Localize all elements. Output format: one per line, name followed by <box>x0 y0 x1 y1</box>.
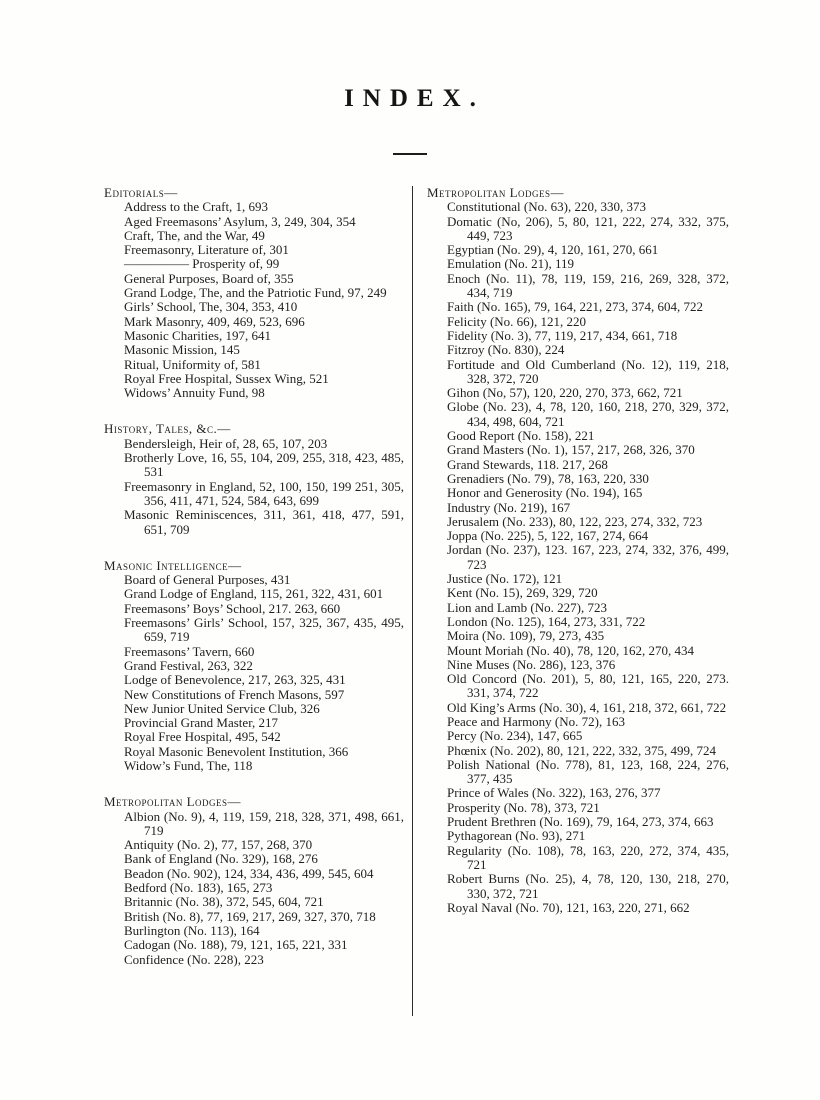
index-entry: Faith (No. 165), 79, 164, 221, 273, 374, 604, 722 <box>447 299 704 315</box>
index-entry: Lion and Lamb (No. 227), 723 <box>447 599 607 615</box>
index-section <box>104 422 404 536</box>
index-entry: Widow’s Fund, The, 118 <box>124 757 253 773</box>
index-entry: Ritual, Uniformity of, 581 <box>124 356 261 372</box>
index-entry: Kent (No. 15), 269, 329, 720 <box>447 585 598 601</box>
index-entry: Aged Freemasons’ Asylum, 3, 249, 304, 354 <box>124 213 356 229</box>
index-section <box>104 186 404 400</box>
index-entry: Phœnix (No. 202), 80, 121, 222, 332, 375, 499, 724 <box>447 742 717 758</box>
index-entry: Beadon (No. 902), 124, 334, 436, 499, 545, 604 <box>124 865 374 881</box>
index-entry: Grand Masters (No. 1), 157, 217, 268, 326, 370 <box>447 442 695 458</box>
left-column <box>104 186 404 967</box>
index-entry: Lodge of Benevolence, 217, 263, 325, 431 <box>124 672 346 688</box>
index-entry: Freemasons’ Girls’ School, 157, 325, 367, 435, 495, 659, 719 <box>124 615 404 645</box>
index-entry: New Constitutions of French Masons, 597 <box>124 686 345 702</box>
index-entry: Globe (No. 23), 4, 78, 120, 160, 218, 270, 329, 372, 434, 498, 604, 721 <box>447 399 729 429</box>
index-entry: Grand Lodge, The, and the Patriotic Fund, 97, 249 <box>124 285 387 301</box>
index-entry: Grenadiers (No. 79), 78, 163, 220, 330 <box>447 470 649 486</box>
index-entry: Freemasonry in England, 52, 100, 150, 199 251, 305, 356, 411, 471, 524, 584, 643, 699 <box>124 478 404 508</box>
index-entry: Royal Naval (No. 70), 121, 163, 220, 271, 662 <box>447 899 690 915</box>
index-entry: Peace and Harmony (No. 72), 163 <box>447 713 625 729</box>
index-entry: Pythagorean (No. 93), 271 <box>447 828 586 844</box>
column-divider <box>412 186 413 1016</box>
index-entry: Good Report (No. 158), 221 <box>447 428 595 444</box>
index-entry: Emulation (No. 21), 119 <box>447 256 574 272</box>
index-entry: Prosperity (No. 78), 373, 721 <box>447 799 600 815</box>
index-entry: Grand Lodge of England, 115, 261, 322, 431, 601 <box>124 586 384 602</box>
index-section <box>104 795 404 967</box>
index-entry: Masonic Mission, 145 <box>124 342 240 358</box>
index-entry: Widows’ Annuity Fund, 98 <box>124 385 265 401</box>
index-entry: Enoch (No. 11), 78, 119, 159, 216, 269, 328, 372, 434, 719 <box>447 270 729 301</box>
index-entry: Fortitude and Old Cumberland (No. 12), 119, 218, 328, 372, 720 <box>447 356 729 386</box>
section-heading: Editorials— <box>104 185 178 200</box>
index-entry: General Purposes, Board of, 355 <box>124 270 294 286</box>
index-entry: Freemasons’ Boys’ School, 217. 263, 660 <box>124 600 341 616</box>
index-entry: Address to the Craft, 1, 693 <box>124 199 269 215</box>
index-entry: Old King’s Arms (No. 30), 4, 161, 218, 372, 661, 722 <box>447 699 727 715</box>
index-entry: Freemasons’ Tavern, 660 <box>124 643 255 659</box>
index-entry: London (No. 125), 164, 273, 331, 722 <box>447 613 646 629</box>
index-entry: Prudent Brethren (No. 169), 79, 164, 273, 374, 663 <box>447 814 714 830</box>
index-entry: New Junior United Service Club, 326 <box>124 700 320 716</box>
index-entry: Egyptian (No. 29), 4, 120, 161, 270, 661 <box>447 242 659 258</box>
index-entry: Brotherly Love, 16, 55, 104, 209, 255, 318, 423, 485, 531 <box>124 450 404 480</box>
index-entry: Cadogan (No. 188), 79, 121, 165, 221, 331 <box>124 937 348 953</box>
index-entry: Grand Festival, 263, 322 <box>124 657 253 673</box>
index-entry: Felicity (No. 66), 121, 220 <box>447 313 587 329</box>
index-entry: Fitzroy (No. 830), 224 <box>447 342 565 358</box>
index-entry: Fidelity (No. 3), 77, 119, 217, 434, 661, 718 <box>447 327 678 343</box>
index-entry: Mark Masonry, 409, 469, 523, 696 <box>124 313 305 329</box>
index-entry: Old Concord (No. 201), 5, 80, 121, 165, 220, 273. 331, 374, 722 <box>447 671 729 701</box>
index-entry: Justice (No. 172), 121 <box>447 571 563 587</box>
index-entry: Bedford (No. 183), 165, 273 <box>124 880 273 896</box>
index-entry: Mount Moriah (No. 40), 78, 120, 162, 270, 434 <box>447 642 694 658</box>
index-entry: ————— Prosperity of, 99 <box>124 256 280 272</box>
index-entry: Prince of Wales (No. 322), 163, 276, 377 <box>447 785 661 801</box>
index-section <box>104 559 404 773</box>
index-entry: British (No. 8), 77, 169, 217, 269, 327, 370, 718 <box>124 908 376 924</box>
index-section <box>427 186 729 915</box>
index-entry: Masonic Charities, 197, 641 <box>124 327 271 343</box>
index-entry: Joppa (No. 225), 5, 122, 167, 274, 664 <box>447 528 649 544</box>
index-entry: Moira (No. 109), 79, 273, 435 <box>447 628 605 644</box>
index-entry: Robert Burns (No. 25), 4, 78, 120, 130, 218, 270, 330, 372, 721 <box>447 871 729 901</box>
index-entry: Regularity (No. 108), 78, 163, 220, 272, 374, 435, 721 <box>447 842 729 872</box>
index-entry: Royal Masonic Benevolent Institution, 366 <box>124 743 349 759</box>
index-entry: Royal Free Hospital, 495, 542 <box>124 729 281 745</box>
index-entry: Board of General Purposes, 431 <box>124 572 291 588</box>
index-entry: Jordan (No. 237), 123. 167, 223, 274, 332, 376, 499, 723 <box>447 542 729 572</box>
index-entry: Confidence (No. 228), 223 <box>124 951 264 967</box>
index-entry: Jerusalem (No. 233), 80, 122, 223, 274, 332, 723 <box>447 513 703 529</box>
section-heading: Metropolitan Lodges— <box>104 794 242 810</box>
index-entry: Masonic Reminiscences, 311, 361, 418, 477, 591, 651, 709 <box>124 507 404 537</box>
section-heading: History, Tales, &c.— <box>104 421 231 437</box>
index-entry: Provincial Grand Master, 217 <box>124 715 279 731</box>
section-heading: Masonic Intelligence— <box>104 557 242 573</box>
title-rule <box>393 153 427 155</box>
index-entry: Constitutional (No. 63), 220, 330, 373 <box>447 199 646 215</box>
section-heading: Metropolitan Lodges— <box>427 185 565 200</box>
index-entry: Polish National (No. 778), 81, 123, 168, 224, 276, 377, 435 <box>447 756 729 787</box>
index-entry: Craft, The, and the War, 49 <box>124 227 265 243</box>
index-entry: Nine Muses (No. 286), 123, 376 <box>447 656 616 672</box>
index-entry: Britannic (No. 38), 372, 545, 604, 721 <box>124 894 324 910</box>
index-entry: Gihon (No, 57), 120, 220, 270, 373, 662, 721 <box>447 385 683 401</box>
index-entry: Industry (No. 219), 167 <box>447 499 571 515</box>
index-entry: Domatic (No, 206), 5, 80, 121, 222, 274, 332, 375, 449, 723 <box>447 213 729 243</box>
index-entry: Albion (No. 9), 4, 119, 159, 218, 328, 371, 498, 661, 719 <box>124 808 404 838</box>
index-entry: Honor and Generosity (No. 194), 165 <box>447 485 643 501</box>
index-entry: Bendersleigh, Heir of, 28, 65, 107, 203 <box>124 435 328 451</box>
index-entry: Girls’ School, The, 304, 353, 410 <box>124 299 298 315</box>
index-entry: Burlington (No. 113), 164 <box>124 922 260 938</box>
page-title: INDEX. <box>344 85 485 112</box>
index-entry: Grand Stewards, 118. 217, 268 <box>447 456 608 472</box>
index-entry: Antiquity (No. 2), 77, 157, 268, 370 <box>124 837 313 853</box>
index-entry: Royal Free Hospital, Sussex Wing, 521 <box>124 370 329 386</box>
right-column <box>427 186 729 915</box>
index-entry: Percy (No. 234), 147, 665 <box>447 728 583 744</box>
index-entry: Bank of England (No. 329), 168, 276 <box>124 851 318 867</box>
index-entry: Freemasonry, Literature of, 301 <box>124 242 289 258</box>
